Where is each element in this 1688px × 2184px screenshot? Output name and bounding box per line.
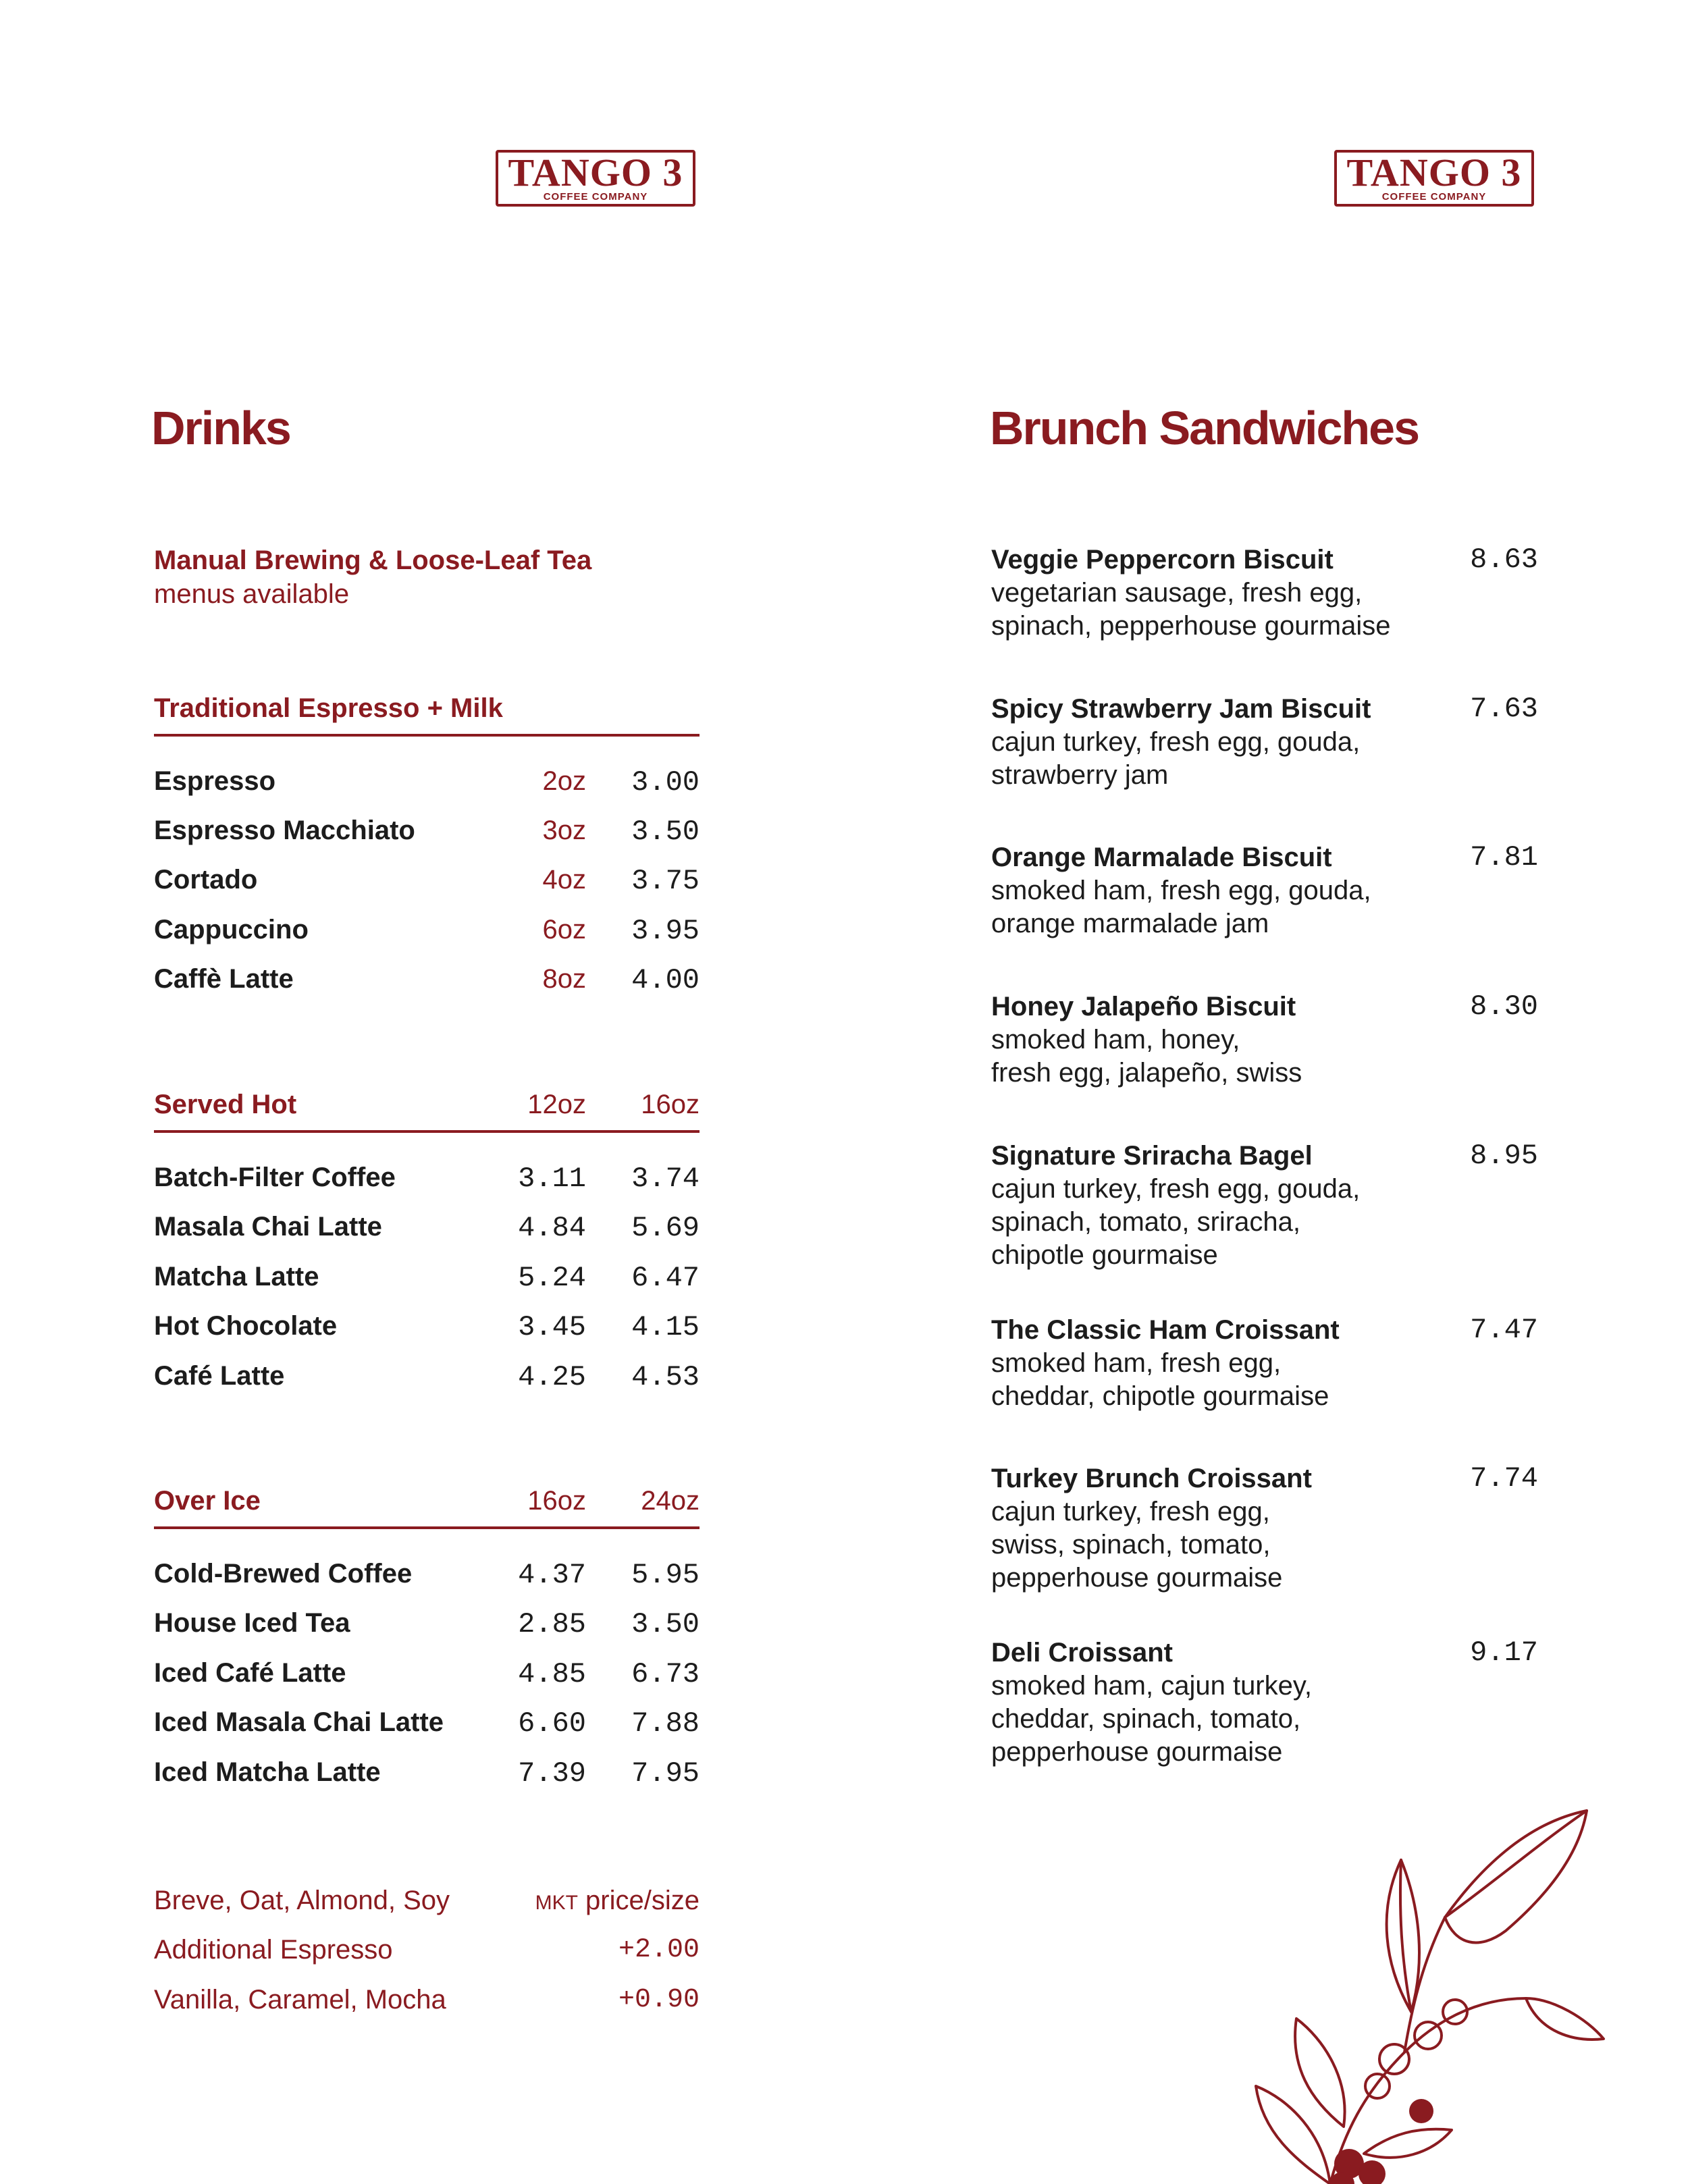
item-name: Iced Matcha Latte [154, 1757, 381, 1787]
espresso-menu-row [154, 766, 700, 807]
mkt-label: MKT [535, 1892, 578, 1914]
item-name: Hot Chocolate [154, 1311, 338, 1341]
item-price-small: 4.85 [518, 1658, 586, 1690]
hot-heading-label: Served Hot [154, 1090, 297, 1119]
sandwich-name: The Classic Ham Croissant [991, 1315, 1340, 1345]
brewing-note [154, 543, 591, 611]
item-price: 3.95 [631, 915, 700, 947]
item-price-small: 4.37 [518, 1559, 586, 1591]
item-name: Masala Chai Latte [154, 1212, 382, 1242]
sandwich-price: 7.47 [1470, 1314, 1538, 1346]
sandwich-name: Signature Sriracha Bagel [991, 1141, 1313, 1171]
sandwich-ingredients: smoked ham, cajun turkey, [991, 1671, 1313, 1701]
item-price: 3.00 [631, 766, 700, 799]
extra-row [154, 1985, 700, 2025]
sandwich-ingredients: cajun turkey, fresh egg, gouda, [991, 727, 1361, 757]
coffee-branch-illustration [1188, 1796, 1607, 2184]
item-price-large: 4.15 [631, 1311, 700, 1343]
coffee-cherry [1409, 2099, 1433, 2123]
hot-heading [154, 1090, 700, 1133]
item-price-small: 4.84 [518, 1212, 586, 1244]
sandwich-name: Deli Croissant [991, 1638, 1173, 1668]
item-price-large: 3.74 [631, 1163, 700, 1195]
item-size: 6oz [542, 915, 586, 944]
brewing-note-line: menus available [154, 579, 350, 609]
hot-drink-row [154, 1163, 700, 1203]
sandwich-ingredients: fresh egg, jalapeño, swiss [991, 1058, 1302, 1088]
ice-heading [154, 1486, 700, 1529]
sandwich-ingredients: cajun turkey, fresh egg, gouda, [991, 1174, 1361, 1204]
brunch-title: Brunch Sandwiches [990, 402, 1419, 454]
item-price: 3.50 [631, 816, 700, 848]
blossom [1379, 2044, 1409, 2074]
hot-drink-row [154, 1212, 700, 1252]
item-price-large: 4.53 [631, 1361, 700, 1393]
sandwich-item [991, 543, 1538, 643]
branch-stem [1404, 1917, 1445, 2052]
sandwich-item [991, 1636, 1538, 1769]
ice-size-small: 16oz [527, 1486, 586, 1516]
sandwich-ingredients: cajun turkey, fresh egg, [991, 1497, 1270, 1526]
sandwich-price: 8.30 [1470, 990, 1538, 1023]
extra-price: +2.00 [618, 1935, 700, 1965]
item-name: Caffè Latte [154, 964, 294, 994]
traditional-heading-label: Traditional Espresso + Milk [154, 693, 503, 723]
sandwich-ingredients: cheddar, spinach, tomato, [991, 1704, 1301, 1734]
leaf-outline [1295, 2019, 1344, 2127]
item-price-large: 5.69 [631, 1212, 700, 1244]
sandwich-ingredients: orange marmalade jam [991, 909, 1269, 938]
item-size: 3oz [542, 816, 586, 845]
ice-heading-label: Over Ice [154, 1486, 261, 1516]
sandwich-price: 8.63 [1470, 543, 1538, 576]
item-name: House Iced Tea [154, 1608, 350, 1638]
item-name: Cappuccino [154, 915, 309, 944]
iced-drink-row [154, 1757, 700, 1798]
sandwich-name: Veggie Peppercorn Biscuit [991, 545, 1334, 575]
item-name: Espresso Macchiato [154, 816, 415, 845]
brand-logo-left [496, 150, 695, 207]
sandwich-price: 9.17 [1470, 1636, 1538, 1669]
item-price-large: 7.88 [631, 1707, 700, 1740]
extra-name: Vanilla, Caramel, Mocha [154, 1985, 446, 2015]
leaf-outline [1526, 1998, 1604, 2040]
iced-drink-row [154, 1559, 700, 1599]
item-name: Batch-Filter Coffee [154, 1163, 396, 1192]
item-name: Café Latte [154, 1361, 285, 1391]
sandwich-name: Spicy Strawberry Jam Biscuit [991, 694, 1371, 724]
ice-size-large: 24oz [641, 1486, 700, 1516]
item-name: Espresso [154, 766, 276, 796]
extra-row [154, 1886, 700, 1926]
item-name: Iced Masala Chai Latte [154, 1707, 444, 1737]
sandwich-price: 7.63 [1470, 693, 1538, 725]
logo-subtitle: COFFEE COMPANY [543, 191, 648, 203]
extra-row [154, 1935, 700, 1975]
traditional-heading [154, 693, 700, 737]
sandwich-name: Orange Marmalade Biscuit [991, 843, 1332, 872]
sandwich-ingredients: pepperhouse gourmaise [991, 1737, 1283, 1767]
sandwich-item [991, 990, 1538, 1090]
sandwich-price: 7.74 [1470, 1462, 1538, 1495]
item-price-large: 7.95 [631, 1757, 700, 1790]
hot-drink-row [154, 1311, 700, 1352]
sandwich-ingredients: strawberry jam [991, 760, 1169, 790]
sandwich-ingredients: vegetarian sausage, fresh egg, [991, 578, 1363, 608]
brand-logo-right [1334, 150, 1534, 207]
sandwich-ingredients: cheddar, chipotle gourmaise [991, 1381, 1329, 1411]
espresso-menu-row [154, 816, 700, 856]
sandwich-item [991, 1314, 1538, 1413]
item-price: 4.00 [631, 964, 700, 996]
logo-name: TANGO 3 [508, 151, 683, 194]
item-name: Cold-Brewed Coffee [154, 1559, 413, 1589]
iced-drink-row [154, 1608, 700, 1649]
leaf-outline [1364, 2129, 1452, 2158]
blossom [1415, 2022, 1442, 2049]
item-size: 4oz [542, 865, 586, 895]
sandwich-ingredients: smoked ham, fresh egg, gouda, [991, 876, 1371, 905]
hot-size-small: 12oz [527, 1090, 586, 1119]
sandwich-ingredients: chipotle gourmaise [991, 1240, 1218, 1270]
sandwich-item [991, 1140, 1538, 1272]
extra-price: +0.90 [618, 1985, 700, 2015]
espresso-menu-row [154, 865, 700, 905]
item-price-large: 6.47 [631, 1262, 700, 1294]
blossom [1365, 2074, 1390, 2098]
item-price-small: 5.24 [518, 1262, 586, 1294]
item-name: Matcha Latte [154, 1262, 319, 1291]
item-name: Cortado [154, 865, 258, 895]
extra-price [535, 1886, 700, 1916]
sandwich-item [991, 841, 1538, 940]
item-price-small: 3.45 [518, 1311, 586, 1343]
item-size: 2oz [542, 766, 586, 796]
extra-name: Additional Espresso [154, 1935, 393, 1965]
item-price: 3.75 [631, 865, 700, 897]
sandwich-ingredients: swiss, spinach, tomato, [991, 1530, 1271, 1560]
leaf-outline [1445, 1811, 1587, 1942]
sandwich-ingredients: spinach, tomato, sriracha, [991, 1207, 1300, 1237]
espresso-menu-row [154, 915, 700, 955]
sandwich-name: Honey Jalapeño Biscuit [991, 992, 1296, 1021]
sandwich-ingredients: pepperhouse gourmaise [991, 1563, 1283, 1593]
logo-subtitle: COFFEE COMPANY [1381, 191, 1487, 203]
iced-drink-row [154, 1658, 700, 1699]
item-price-small: 4.25 [518, 1361, 586, 1393]
item-price-small: 3.11 [518, 1163, 586, 1195]
sandwich-item [991, 1462, 1538, 1595]
hot-drink-row [154, 1262, 700, 1302]
sandwich-ingredients: spinach, pepperhouse gourmaise [991, 611, 1391, 641]
hot-drink-row [154, 1361, 700, 1402]
extra-price-text: price/size [577, 1886, 700, 1915]
item-price-small: 2.85 [518, 1608, 586, 1641]
extra-name: Breve, Oat, Almond, Soy [154, 1886, 450, 1915]
iced-drink-row [154, 1707, 700, 1748]
item-name: Iced Café Latte [154, 1658, 346, 1688]
sandwich-ingredients: smoked ham, honey, [991, 1025, 1240, 1055]
item-price-small: 7.39 [518, 1757, 586, 1790]
item-size: 8oz [542, 964, 586, 994]
item-price-small: 6.60 [518, 1707, 586, 1740]
brewing-note-bold: Manual Brewing & Loose-Leaf Tea [154, 545, 592, 575]
sandwich-price: 8.95 [1470, 1140, 1538, 1172]
drinks-title: Drinks [151, 402, 290, 454]
sandwich-item [991, 693, 1538, 792]
sandwich-name: Turkey Brunch Croissant [991, 1464, 1312, 1493]
espresso-menu-row [154, 964, 700, 1005]
sandwich-ingredients: smoked ham, fresh egg, [991, 1348, 1282, 1378]
item-price-large: 3.50 [631, 1608, 700, 1641]
item-price-large: 5.95 [631, 1559, 700, 1591]
sandwich-price: 7.81 [1470, 841, 1538, 874]
hot-size-large: 16oz [641, 1090, 700, 1119]
logo-name: TANGO 3 [1346, 151, 1522, 194]
item-price-large: 6.73 [631, 1658, 700, 1690]
